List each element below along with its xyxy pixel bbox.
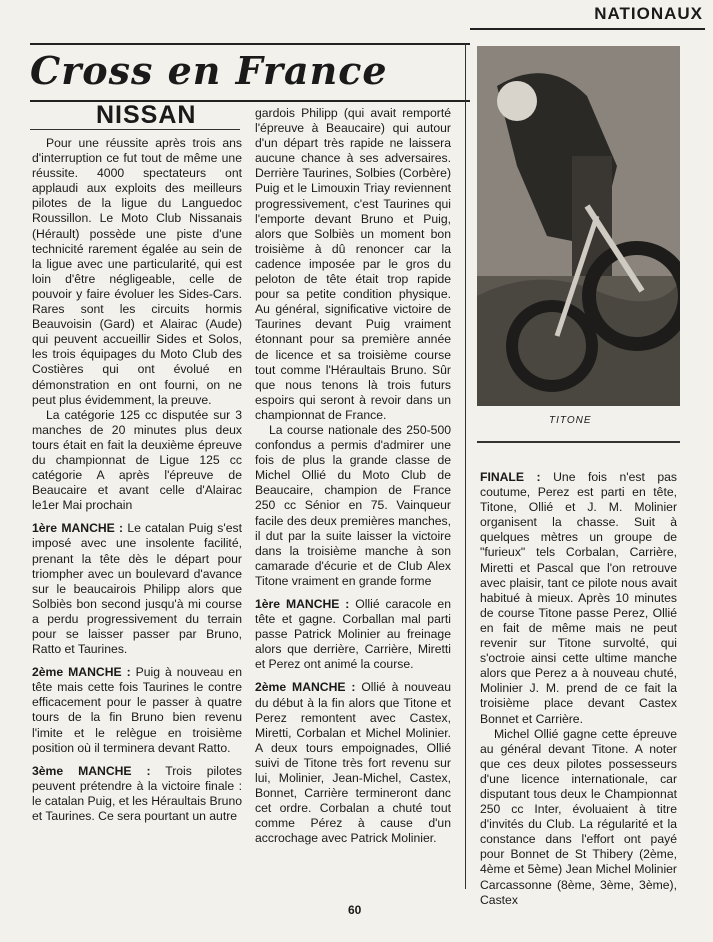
article-column-1	[32, 136, 242, 824]
heat3-text: Trois pilotes peuvent prétendre à la victoire finale : le catalan Puig, et les Héraultais Bruno et Taurines. Ce sera pourtant un autre	[32, 763, 243, 824]
national-heat2-text: Ollié à nouveau du début à la fin alors que Titone et Perez remontent avec Castex, Miretti, Corbalan et Michel Molinier. A deux tours empoignades, Ollié suivi de Titone très fort revenu sur lui, Molinier, Jean-Michel, Castex, Bonnet, Carrière termineront danc cet ordre. Corbalan a chuté tout comme Pérez à cause d'un accrochage avec Patrick Molinier.	[255, 680, 451, 846]
final-text: Une fois n'est pas coutume, Perez est parti en tête, Titone, Ollié et J. M. Molinier organisent la chasse. Suit à quelques mètres un groupe de "furieux" tels Corbalan, Carrière, Miretti et Pascal que l'on retrouve avec plaisir, tant ce pilote nous avait habitué à mieux. Après 10 minutes de course Titone passe Perez, Ollié en fait de même mais ne peut revenir sur Titone survolté, qui s'octroie ainsi cette ultime manche alors que Perez a à nouveau chuté, Molinier J. M. prend de ce fait la troisième place devant Castex Bonnet et Carrière.	[480, 470, 677, 726]
heat3-paragraph	[32, 764, 242, 824]
article-column-3	[480, 470, 677, 908]
national-heat1-paragraph	[255, 597, 451, 672]
overall-paragraph: Michel Ollié gagne cette épreuve au général devant Titone. A noter que ces deux pilotes possesseurs d'une licence internationale, car disputant tous deux le Championnat 250 cc Inter, évoluaient à titre d'invités du Club. La régularité et la constance dans l'effort ont payé pour Bonnet de St Thibery (2ème, 4ème et 5ème) Jean Michel Molinier Carcassonne (8ème, 3ème, 3ème), Castex	[480, 726, 677, 907]
intro-paragraph: Pour une réussite après trois ans d'interruption ce fut tout de même une réussite. 4000 spectateurs ont applaudi aux exploits des meilleurs pilotes de la ligue du Languedoc Roussillon. Le Moto Club Nissanais (Hérault) possède une piste d'une technicité rarement égalée au sein de la ligue avec une particularité, qui est loin d'être négligeable, celle de pouvoir y faire évoluer les Sides-Cars. Rares sont les circuits hormis Beauvoisin (Gard) et Alairac (Aude) qui peuvent accueillir Sides et Solos, les trois équipages du Moto Club des Costières qui ont évolué en démonstration en ont fourni, on ne peut plus évidemment, la preuve.	[32, 136, 242, 407]
national-heat1-label: 1ère MANCHE :	[255, 597, 350, 611]
category-paragraph: La catégorie 125 cc disputée sur 3 manches de 20 minutes plus deux tours était en fait la deuxième épreuve du championnat de Ligue 125 cc catégorie A après l'épreuve de Beaucaire et avant celle d'Alairac le1er Mai prochain	[32, 407, 242, 513]
page-number: 60	[348, 903, 362, 917]
section-tag: NATIONAUX	[594, 4, 703, 23]
final-label: FINALE :	[480, 470, 541, 484]
heat3-label: 3ème MANCHE :	[32, 763, 151, 778]
caption-rule	[477, 441, 680, 443]
event-title: NISSAN	[96, 101, 197, 129]
national-race-paragraph: La course nationale des 250-500 confondus a permis d'admirer une fois de plus la grande classe de Michel Ollié du Moto Club de Beaucaire, champion de France 250 cc Sénior en 75. Vainqueur facile des deux premières manches, il dut par la suite laisser la victoire dans la troisième manche à son camarade d'écurie et de Club Alex Titone vraiment en grande forme	[255, 422, 451, 588]
heat2-paragraph	[32, 665, 242, 756]
series-title: Cross en France	[30, 48, 388, 93]
heat2-text: Puig à nouveau en tête mais cette fois Taurines le contre efficacement pour le passer à quatre tours de la fin Bruno bien revenu l'imite et le relègue en troisième position où il terminera devant Ratto.	[32, 665, 242, 755]
national-heat2-paragraph	[255, 680, 451, 846]
photo-caption: TITONE	[549, 415, 592, 426]
title-top-rule	[30, 43, 470, 45]
heat1-paragraph	[32, 521, 242, 657]
national-heat1-text: Ollié caracole en tête et gagne. Corballan mal parti passe Patrick Molinier au freinage alors que derrière, Carrière, Miretti et Perez ont animé la course.	[255, 597, 451, 672]
event-underline	[30, 129, 240, 130]
article-column-2	[255, 106, 451, 847]
photo-image	[477, 46, 680, 406]
continuation-paragraph: gardois Philipp (qui avait remporté l'épreuve à Beaucaire) qui autour d'un départ très rapide ne laissera aucune chance à ses adversaires. Derrière Taurines, Solbies (Corbère) Puig et le Limouxin Triay reviennent progressivement, c'est Taurines qui l'emporte devant Bruno et Puig, alors que Solbiès un moment bon troisième à dû renoncer car la cadence imposée par le gros du peloton de tête était trop rapide pour sa petite condition physique. Au général, significative victoire de Taurines devant Puig vraiment étonnant pour sa première année de licence et sa troisième course tout comme l'Héraultais Bruno. Sûr que nous tenons là trois futurs espoirs qui seront à revoir dans un championnat de France.	[255, 106, 451, 422]
motocross-rider-photo	[477, 46, 680, 406]
final-paragraph	[480, 470, 677, 727]
national-heat2-label: 2ème MANCHE :	[255, 680, 356, 695]
heat2-label: 2ème MANCHE :	[32, 665, 131, 680]
section-rule	[470, 28, 705, 30]
heat1-label: 1ère MANCHE :	[32, 521, 124, 536]
heat1-text: Le catalan Puig s'est imposé avec une insolente facilité, prenant la tête dès le départ pour triompher avec un boulevard d'avance sur le beaucairois Philipp alors que Solbiès bon second jusqu'à mi course a perdu progressivement du terrain pour se laisser passer par Bruno, Ratto et Taurines.	[32, 521, 242, 657]
column-divider	[465, 44, 466, 889]
